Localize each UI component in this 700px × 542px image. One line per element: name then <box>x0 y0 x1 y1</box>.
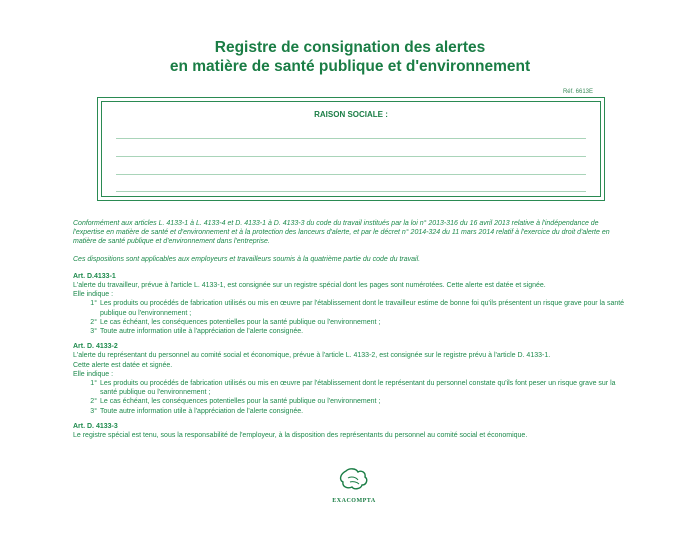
title-line-1: Registre de consignation des alertes <box>214 39 486 56</box>
item-number: 3° <box>90 328 97 336</box>
item-text: Toute autre information utile à l'appréciation de l'alerte consignée. <box>100 407 304 415</box>
article-2-item-1 <box>73 379 629 397</box>
item-text: Le cas échéant, les conséquences potentielles pour la santé publique ou l'environnement ; <box>100 398 381 406</box>
title-line-2: en matière de santé publique et d'environnement <box>169 58 531 75</box>
reference-number: Réf. 6613E <box>562 89 593 95</box>
exacompta-logo-icon <box>339 468 369 492</box>
raison-sociale-line-3[interactable] <box>116 174 586 175</box>
item-text: Le cas échéant, les conséquences potentielles pour la santé publique ou l'environnement ; <box>100 318 381 326</box>
item-text: Les produits ou procédés de fabrication utilisés ou mis en œuvre par l'établissement dont le travailleur estime de bonne foi qu'ils présentent un risque grave pour la santé publique ou l'environnement ; <box>100 300 625 317</box>
item-number: 1° <box>90 300 97 308</box>
article-2-indique: Elle indique : <box>73 370 114 378</box>
article-1-item-1 <box>73 299 629 317</box>
item-number: 3° <box>90 407 97 415</box>
item-text: Toute autre information utile à l'appréciation de l'alerte consignée. <box>100 328 304 336</box>
article-2-text-2: Cette alerte est datée et signée. <box>73 361 173 369</box>
document-title <box>0 38 700 76</box>
item-text: Les produits ou procédés de fabrication utilisés ou mis en œuvre par l'établissement dont le représentant du personnel constate qu'ils font peser un risque grave sur la santé publique ou l'environnement ; <box>100 380 616 397</box>
intro-paragraph: Conformément aux articles L. 4133-1 à L. 4133-4 et D. 4133-1 à D. 4133-3 du code du travail institués par la loi n° 2013-316 du 16 avril 2013 relative à l'indépendance de l'expertise en matière de santé et d'environnement et à la protection des lanceurs d'alerte, et par le décret n° 2014-324 du 11 mars 2014 relatif à l'exercice du droit d'alerte en matière de santé publique et d'environnement dans l'entreprise. <box>73 220 610 246</box>
raison-sociale-line-1[interactable] <box>116 138 586 139</box>
legal-text <box>73 219 629 440</box>
raison-sociale-inner-frame <box>101 101 601 197</box>
item-number: 1° <box>90 380 97 388</box>
article-1-text: L'alerte du travailleur, prévue à l'article L. 4133-1, est consignée sur un registre spécial dont les pages sont numérotées. Cette alerte est datée et signée. <box>73 282 546 290</box>
raison-sociale-label: RAISON SOCIALE : <box>314 110 388 119</box>
article-heading-3: Art. D. 4133-3 <box>73 422 118 430</box>
article-2-item-3 <box>73 407 629 416</box>
applicability-note: Ces dispositions sont applicables aux employeurs et travailleurs soumis à la quatrième partie du code du travail. <box>73 255 421 263</box>
item-number: 2° <box>90 318 97 326</box>
article-2-text: L'alerte du représentant du personnel au comité social et économique, prévue à l'article L. 4133-2, est consignée sur le registre prévu à l'article D. 4133-1. <box>73 352 551 360</box>
raison-sociale-line-2[interactable] <box>116 156 586 157</box>
raison-sociale-box <box>97 97 605 201</box>
exacompta-logo <box>330 468 378 504</box>
raison-sociale-line-4[interactable] <box>116 191 586 192</box>
article-1-item-2 <box>73 318 629 327</box>
article-3-text: Le registre spécial est tenu, sous la responsabilité de l'employeur, à la disposition des représentants du personnel au comité social et économique. <box>73 432 528 440</box>
article-1-indique: Elle indique : <box>73 291 114 299</box>
article-heading-1: Art. D.4133-1 <box>73 272 116 280</box>
article-heading-2: Art. D. 4133-2 <box>73 343 118 351</box>
item-number: 2° <box>90 398 97 406</box>
article-2-item-2 <box>73 397 629 406</box>
article-1-item-3 <box>73 327 629 336</box>
logo-wordmark: EXACOMPTA <box>332 498 376 504</box>
